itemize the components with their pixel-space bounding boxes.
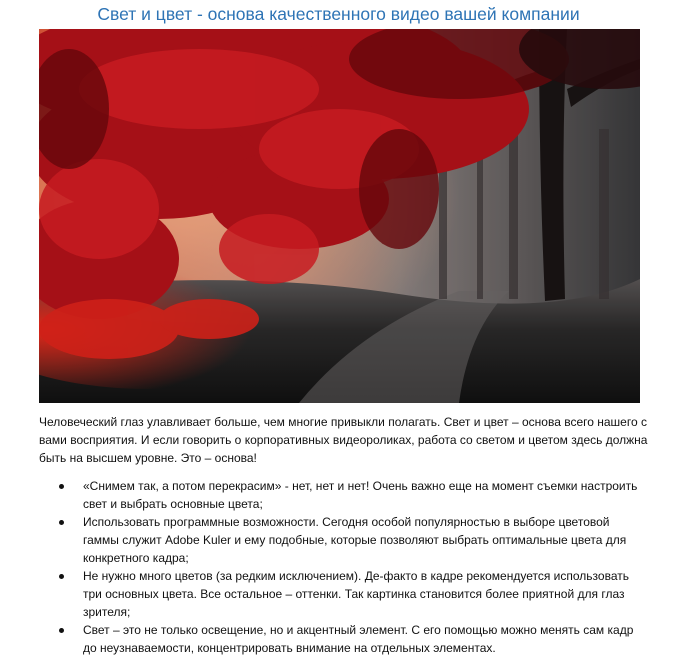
- page-title: Свет и цвет - основа качественного видео вашей компании: [97, 4, 580, 24]
- list-item: [39, 621, 644, 657]
- list-item-text: Использовать программные возможности. Сегодня особой популярностью в выборе цветовой гаммы служит Adobe Kuler и ему подобные, которые позволяют выбрать оптимальные цвета для конкретного кадра;: [83, 515, 627, 565]
- list-item: [39, 513, 644, 567]
- bullet-list: [39, 477, 644, 657]
- list-item: [39, 477, 644, 513]
- forest-photo: [39, 29, 640, 403]
- bullet-icon: [59, 484, 64, 489]
- intro-paragraph: Человеческий глаз улавливает больше, чем многие привыкли полагать. Свет и цвет – основа всего нашего с вами восприятия. И если говорить о корпоративных видеороликах, работа со светом и цветом здесь должна быть на высшем уровне. Это – основа!: [39, 415, 648, 465]
- bullet-icon: [59, 628, 64, 633]
- forest-image: [39, 29, 640, 403]
- bullet-icon: [59, 574, 64, 579]
- list-item: [39, 567, 644, 621]
- list-item-text: Свет – это не только освещение, но и акцентный элемент. С его помощью можно менять сам кадр до неузнаваемости, концентрировать внимание на отдельных элементах.: [83, 623, 634, 655]
- list-item-text: «Снимем так, а потом перекрасим» - нет, нет и нет! Очень важно еще на момент съемки настроить свет и выбрать основные цвета;: [83, 479, 638, 511]
- list-item-text: Не нужно много цветов (за редким исключением). Де-факто в кадре рекомендуется использовать три основных цвета. Все остальное – оттенки. Так картинка становится более приятной для глаз зрителя;: [83, 569, 629, 619]
- bullet-icon: [59, 520, 64, 525]
